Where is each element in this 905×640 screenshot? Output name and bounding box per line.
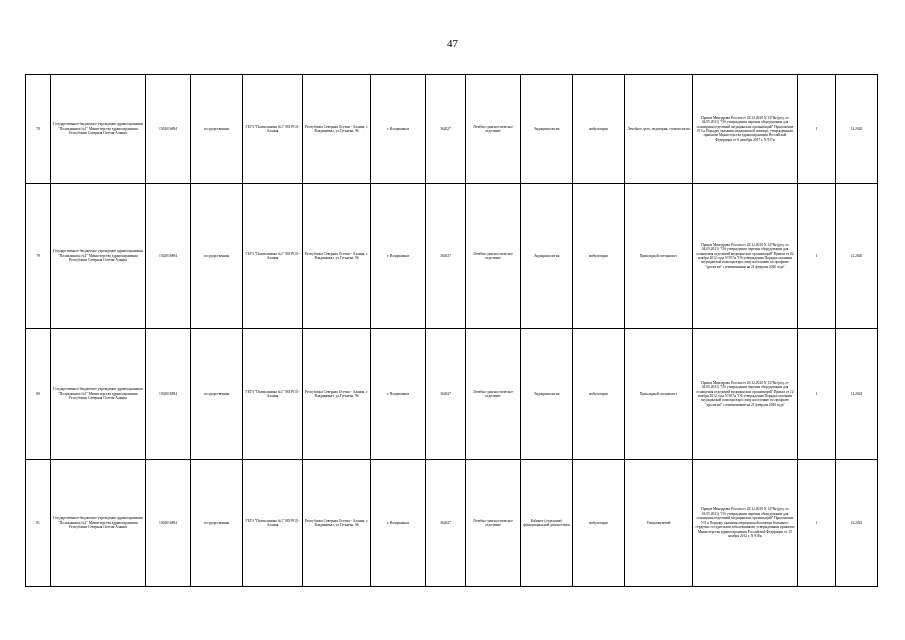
row-number: 78 — [26, 75, 51, 184]
care-condition: амбулаторно — [573, 329, 625, 460]
address: Республика Северная Осетия - Алания, г. Владикавказ, ул.Гугкаева, 96 — [303, 75, 371, 184]
specialty: Прикладной специалист — [625, 329, 693, 460]
address: Республика Северная Осетия - Алания, г. Владикавказ, ул.Гугкаева, 96 — [303, 329, 371, 460]
inn: 1502016894 — [146, 460, 191, 587]
postal-code: 362027 — [426, 75, 466, 184]
organization-name: Государственное бюджетное учреждение здравоохранения "Поликлиника №1" Министерства здравоохранения Республики Северная Осетия-Алания — [51, 329, 146, 460]
department: Эндокринология — [521, 75, 573, 184]
legal-basis: Приказ Минздрава России от 26.12.2020 N 1378н (ред. от 04.05.2021) "Об утверждении перечня оборудования для оснащения отделений медицинских организаций" Приказ от 12 ноября 2012 года N 907н "Об утверждении Порядка оказания медицинской помощи взрослому населению по профилю "урология" с изменениями на 21 февраля 2020 года" — [693, 329, 798, 460]
postal-code: 362027 — [426, 329, 466, 460]
short-name: ГБУЗ "Поликлиника №1" МЗ РСО-Алания — [243, 75, 303, 184]
inn: 1502016894 — [146, 329, 191, 460]
postal-code: 362027 — [426, 460, 466, 587]
row-number: 80 — [26, 329, 51, 460]
table-row — [26, 460, 878, 587]
date: 12.2023 — [836, 460, 878, 587]
inn: 1502016894 — [146, 184, 191, 329]
short-name: ГБУЗ "Поликлиника №1" МЗ РСО-Алания — [243, 329, 303, 460]
equipment-registry-table — [25, 74, 878, 587]
organization-name: Государственное бюджетное учреждение здравоохранения "Поликлиника №1" Министерства здравоохранения Республики Северная Осетия-Алания — [51, 184, 146, 329]
postal-code: 362027 — [426, 184, 466, 329]
table-row — [26, 184, 878, 329]
short-name: ГБУЗ "Поликлиника №1" МЗ РСО-Алания — [243, 184, 303, 329]
care-condition: амбулаторно — [573, 460, 625, 587]
address: Республика Северная Осетия - Алания, г. Владикавказ, ул.Гугкаева, 96 — [303, 460, 371, 587]
city: г. Владикавказ — [371, 329, 426, 460]
short-name: ГБУЗ "Поликлиника №1" МЗ РСО-Алания — [243, 460, 303, 587]
ownership-form: государственная — [191, 460, 243, 587]
department: Эндокринология — [521, 184, 573, 329]
specialty: Лечебное дело, педиатрия, стоматология — [625, 75, 693, 184]
department: Кабинет (отделение) функциональной диагностики — [521, 460, 573, 587]
care-condition: амбулаторно — [573, 184, 625, 329]
legal-basis: Приказ Минздрава России от 26.12.2020 N 1378н (ред. от 04.05.2021) "Об утверждении перечня оборудования для оснащения отделений медицинских организаций" Приложение N 3 к Порядку оказания медицинской помощи, утвержденным приказом Министерства здравоохранения Российской Федерации от 6 декабря 2017 г. N 957н — [693, 75, 798, 184]
quantity: 1 — [798, 460, 836, 587]
legal-basis: Приказ Минздрава России от 26.12.2020 N 1378н (ред. от 04.05.2021) "Об утверждении перечня оборудования для оснащения отделений медицинских организаций" Приложение N 8 к Порядку оказания медицинской помощи больным с сердечно-сосудистыми заболеваниями, утвержденным приказом Министерства здравоохранения Российской Федерации от 15 ноября 2012 г. N 918н — [693, 460, 798, 587]
quantity: 1 — [798, 184, 836, 329]
organization-name: Государственное бюджетное учреждение здравоохранения "Поликлиника №1" Министерства здравоохранения Республики Северная Осетия-Алания — [51, 460, 146, 587]
ownership-form: государственная — [191, 184, 243, 329]
care-condition: амбулаторно — [573, 75, 625, 184]
specialty: Ультразвуковой — [625, 460, 693, 587]
ownership-form: государственная — [191, 329, 243, 460]
unit-type: Лечебно-диагностическое отделение — [466, 329, 521, 460]
unit-type: Лечебно-диагностическое отделение — [466, 460, 521, 587]
unit-type: Лечебно-диагностическое отделение — [466, 75, 521, 184]
department: Эндокринология — [521, 329, 573, 460]
date: 12.2020 — [836, 75, 878, 184]
quantity: 1 — [798, 75, 836, 184]
city: г. Владикавказ — [371, 75, 426, 184]
organization-name: Государственное бюджетное учреждение здравоохранения "Поликлиника №1" Министерства здравоохранения Республики Северная Осетия-Алания — [51, 75, 146, 184]
inn: 1502016894 — [146, 75, 191, 184]
legal-basis: Приказ Минздрава России от 26.12.2020 N 1378н (ред. от 04.05.2021) "Об утверждении перечня оборудования для оснащения отделений медицинских организаций" Приказ от 02 ноября 2012 года N 957н "Об утверждении Порядка оказания медицинской помощи взрослому населению по профилю "урология" с изменениями на 21 февраля 2020 года" — [693, 184, 798, 329]
table-row — [26, 329, 878, 460]
date: 12.2023 — [836, 329, 878, 460]
unit-type: Лечебно-диагностическое отделение — [466, 184, 521, 329]
specialty: Прикладной специалист — [625, 184, 693, 329]
quantity: 1 — [798, 329, 836, 460]
address: Республика Северная Осетия - Алания, г. Владикавказ, ул.Гугкаева, 96 — [303, 184, 371, 329]
page-number: 47 — [447, 38, 458, 50]
city: г. Владикавказ — [371, 184, 426, 329]
ownership-form: государственная — [191, 75, 243, 184]
row-number: 81 — [26, 460, 51, 587]
row-number: 79 — [26, 184, 51, 329]
date: 12.2020 — [836, 184, 878, 329]
table-row — [26, 75, 878, 184]
city: г. Владикавказ — [371, 460, 426, 587]
